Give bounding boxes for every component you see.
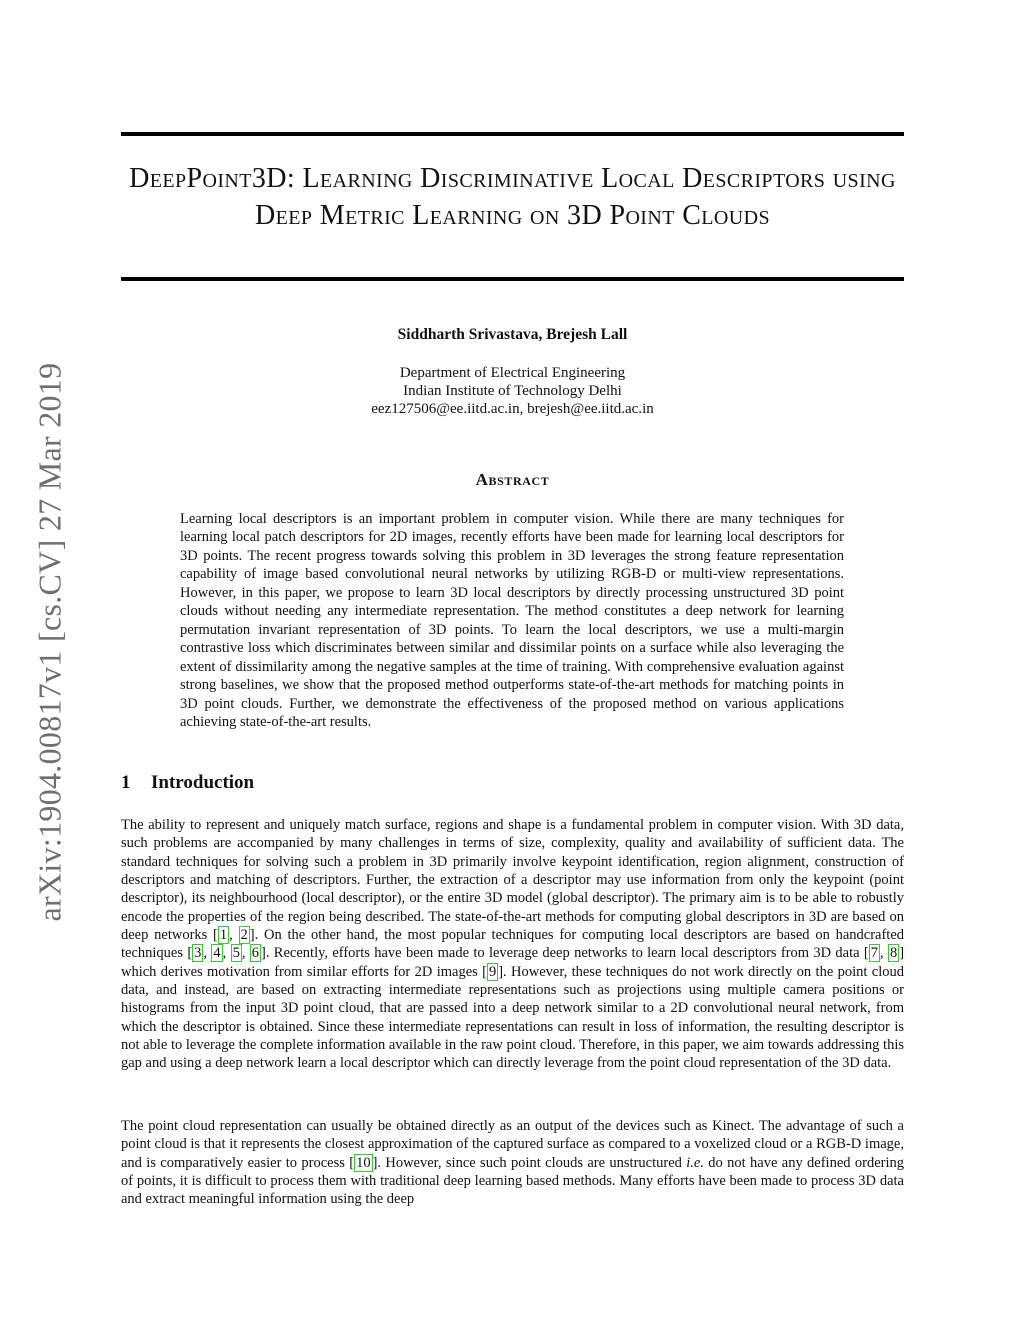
- paragraph-text: The ability to represent and uniquely match surface, regions and shape is a fundamental problem in computer vision. With 3D data, such problems are accompanied by many challenges in terms of size, complexity, quality and availability of sufficient data. The standard techniques for solving such a problem in 3D primarily involve keypoint identification, region alignment, construction of descriptors and matching of descriptors. Further, the extraction of a descriptor may use information from only the keypoint (point descriptor), its neighbourhood (local descriptor), or the entire 3D model (global descriptor). The primary aim is to be able to robustly encode the properties of the region being described. The state-of-the-art methods for computing global descriptors in 3D are based on deep networks [: [121, 817, 904, 944]
- citation-link[interactable]: 5: [232, 945, 240, 962]
- italic-abbreviation: i.e.: [686, 1154, 704, 1171]
- citation-link[interactable]: 9: [488, 963, 497, 980]
- citation-link[interactable]: 10: [356, 1154, 371, 1171]
- paragraph-text: ]. Recently, efforts have been made to leverage deep networks to learn local descriptors from 3D data [: [261, 945, 869, 962]
- paragraph-text: ]. However, these techniques do not work directly on the point cloud data, and instead, are based on extracting intermediate representations such as projections using multiple camera positions or histograms from the input 3D point cloud, that are passed into a deep network similar to a 2D convolutional neural network, from which the descriptor is obtained. Since these intermediate representations can result in loss of information, the resulting descriptor is not able to leverage the complete information available in the raw point cloud. Therefore, in this paper, we aim towards addressing this gap and using a deep network learn a local descriptor which can directly leverage from the point cloud representation of the 3D data.: [121, 963, 904, 1072]
- section-number: 1: [121, 772, 131, 793]
- title-rule-top: [121, 132, 904, 136]
- citation-link[interactable]: 3: [194, 945, 202, 962]
- abstract-text: Learning local descriptors is an important problem in computer vision. While there are many techniques for learning local patch descriptors for 2D images, recently efforts have been made for learning local descriptors for 3D points. The recent progress towards solving this problem in 3D leverages the strong feature representation capability of image based convolutional neural networks by utilizing RGB-D or multi-view representations. However, in this paper, we propose to learn 3D local descriptors by directly processing unstructured 3D point clouds without needing any intermediate representation. The method constitutes a deep network for learning permutation invariant representation of 3D points. To learn the local descriptors, we use a multi-margin contrastive loss which discriminates between similar and dissimilar points on a surface while also leveraging the extent of dissimilarity among the negative samples at the time of training. With comprehensive evaluation against strong baselines, we show that the proposed method outperforms state-of-the-art methods for matching points in 3D point clouds. Further, we demonstrate the effectiveness of the proposed method on various applications achieving state-of-the-art results.: [180, 511, 844, 730]
- institute: Indian Institute of Technology Delhi: [403, 383, 622, 399]
- paper-title: DeepPoint3D: Learning Discriminative Local Descriptors using Deep Metric Learning on 3D Point Clouds: [129, 163, 896, 231]
- citation-link[interactable]: 8: [889, 945, 898, 962]
- author-emails[interactable]: eez127506@ee.iitd.ac.in, brejesh@ee.iitd.ac.in: [371, 401, 654, 417]
- paragraph-text: ]. On the other hand, the most popular techniques for computing local descriptors are based on handcrafted techniques [: [121, 927, 905, 962]
- abstract-heading: Abstract: [475, 470, 550, 489]
- paragraph-text: ]. However, since such point clouds are unstructured: [372, 1154, 687, 1171]
- paragraph-text: ,: [203, 945, 212, 962]
- paragraph-text: ,: [241, 945, 250, 962]
- title-rule-bottom: [121, 277, 904, 281]
- intro-paragraph-1: [121, 816, 904, 1073]
- department: Department of Electrical Engineering: [399, 365, 626, 381]
- paragraph-text: ,: [222, 945, 231, 962]
- paragraph-text: ,: [880, 945, 888, 962]
- paragraph-text: ,: [229, 927, 239, 944]
- intro-paragraph-2: [121, 1117, 904, 1209]
- citation-link[interactable]: 7: [870, 945, 878, 962]
- paragraph-text: do not have any defined ordering of points, it is difficult to process them with traditional deep learning based methods. Many efforts have been made to process 3D data and extract meaningful information using the deep: [121, 1154, 904, 1208]
- citation-link[interactable]: 6: [251, 945, 260, 962]
- section-title: Introduction: [151, 772, 255, 793]
- citation-link[interactable]: 1: [219, 927, 228, 944]
- paragraph-text: The point cloud representation can usually be obtained directly as an output of the devices such as Kinect. The advantage of such a point cloud is that it represents the closest approximation of the captured surface as compared to a voxelized cloud or a RGB-D image, and is comparatively easier to process [: [121, 1118, 904, 1171]
- paragraph-text: ] which derives motivation from similar efforts for 2D images [: [121, 945, 905, 980]
- arxiv-identifier: arXiv:1904.00817v1 [cs.CV] 27 Mar 2019: [31, 362, 68, 922]
- authors: Siddharth Srivastava, Brejesh Lall: [397, 326, 628, 343]
- citation-link[interactable]: 4: [213, 945, 221, 962]
- section-heading-introduction: [121, 772, 254, 794]
- citation-link[interactable]: 2: [240, 927, 248, 944]
- affiliation-block: [121, 364, 904, 418]
